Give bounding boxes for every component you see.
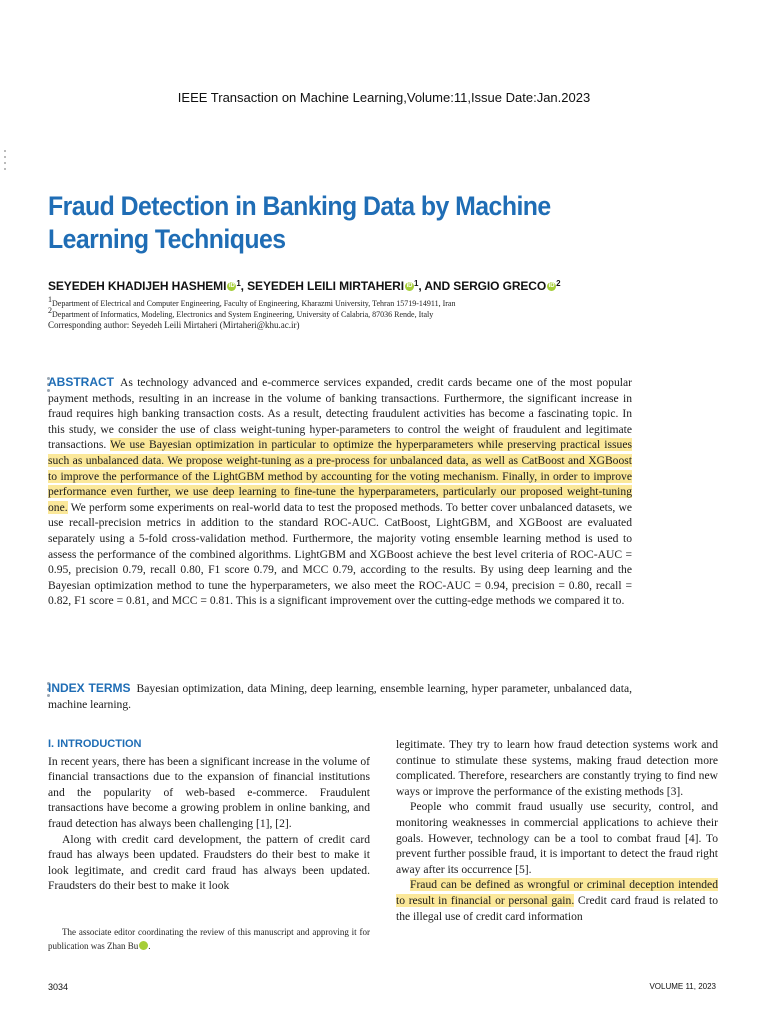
abstract-text-cont: We perform some experiments on real-world data to test the proposed methods. To better cover unbalanced datasets, we use recall-precision metrics in addition to the standard ROC-AUC. CatBoost, LightGBM, and XGBoost are evaluated separately using a 5-fold cross-validation method. Furthermore, the majority voting ensemble learning method is used to assess the performance of the combined algorithms. LightGBM and XGBoost achieve the best level criteria of ROC-AUC = 0.95, precision 0.79, recall 0.80, F1 score 0.79, and MCC 0.79, according to the results. By using deep learning and the Bayesian optimization method to tune the hyperparameters, we also meet the ROC-AUC = 0.94, precision = 0.80, recall = 0.82, F1 score = 0.81, and MCC = 0.81. This is a significant improvement over the cutting-edge methods we compared it to. — [48, 500, 632, 608]
index-terms-label: INDEX TERMS — [48, 681, 131, 695]
author-name: SEYEDEH LEILI MIRTAHERI — [247, 279, 404, 293]
affiliation-1: 1Department of Electrical and Computer Engineering, Faculty of Engineering, Kharazmi University, Tehran 15719-14911, Iran — [48, 295, 456, 308]
highlighted-text: Fraud can be defined as wrongful or criminal deception intended to result in financial or personal gain. — [396, 878, 718, 907]
orcid-icon[interactable]: iD — [228, 283, 235, 289]
paragraph: People who commit fraud usually use security, control, and monitoring weaknesses in commercial applications to achieve their goals. However, technology can be a tool to combat fraud [4]. To prevent further possible fraud, it is important to detect the fraud right away after its occurrence [5]. — [396, 800, 718, 876]
author-list: SEYEDEH KHADIJEH HASHEMI iD $^1$, SEYEDEH LEILI MIRTAHERI iD $^1$, AND SERGIO GRECO iD $^2$ — [48, 279, 561, 293]
paper-title — [48, 190, 618, 256]
orcid-icon[interactable]: iD — [548, 283, 555, 289]
author-affil-sup: 2 — [556, 279, 561, 288]
author-affil-sup: 1 — [236, 279, 241, 288]
volume-footer: VOLUME 11, 2023 — [649, 982, 716, 991]
index-terms — [48, 681, 632, 712]
author-name: AND SERGIO GRECO — [424, 279, 547, 293]
paragraph: Fraud can be defined as wrongful or criminal deception intended to result in financial or personal gain. Credit card fraud is related to the illegal use of credit card information — [396, 878, 718, 923]
title-line-2: Learning Techniques — [48, 224, 286, 254]
abstract — [48, 375, 632, 609]
paragraph: In recent years, there has been a significant increase in the volume of financial transactions due to the expansion of financial institutions and the popularity of web-based e-commerce. Fraudulent transactions have become a growing problem in online banking, and fraud detection has always been challenging [1], [2]. — [48, 754, 370, 830]
orcid-icon[interactable]: iD — [406, 283, 413, 289]
title-line-1: Fraud Detection in Banking Data by Machine — [48, 191, 551, 221]
right-column — [396, 737, 718, 924]
affiliation-2: 2Department of Informatics, Modeling, Electronics and System Engineering, University of Calabria, 87036 Rende, Italy — [48, 306, 434, 319]
editor-footnote: The associate editor coordinating the review of this manuscript and approving it for publication was Zhan Bu iD. — [48, 927, 370, 951]
author-affil-sup: 1 — [413, 279, 419, 288]
margin-marks — [4, 150, 6, 174]
page-number: 3034 — [48, 982, 69, 992]
author-name: SEYEDEH KHADIJEH HASHEMI — [48, 279, 227, 293]
abstract-highlight: We use Bayesian optimization in particular to optimize the hyperparameters while preserving practical issues such as unbalanced data. We propose weight-tuning as a pre-process for unbalanced data, as well as CatBoost and XGBoost to improve the performance of the LightGBM method by accounting for the voting mechanism. Finally, in order to improve performance even further, we use deep learning to fine-tune the hyperparameters, particularly our proposed weight-tuning one. — [48, 438, 632, 514]
section-heading: I. INTRODUCTION — [48, 738, 142, 750]
abstract-label: ABSTRACT — [48, 375, 114, 389]
orcid-icon[interactable]: iD — [139, 941, 148, 950]
abstract-text: As technology advanced and e-commerce services expanded, credit cards became one of the most popular payment methods, resulting in an increase in the volume of banking transactions. Furthermore, the significant increase in fraud requires high banking transaction costs. As a result, detecting fraudulent activities has become a fascinating topic. In this study, we consider the use of class weight-tuning hyper-parameters to control the weight of fraudulent and legitimate transactions. — [48, 376, 632, 452]
paragraph: legitimate. They try to learn how fraud detection systems work and continue to stimulate these systems, making fraud detection more complicated. Therefore, researchers are constantly trying to find new ways or improve the performance of the existing methods [3]. — [396, 738, 718, 798]
left-column — [48, 737, 370, 894]
journal-header: IEEE Transaction on Machine Learning,Volume:11,Issue Date:Jan.2023 — [177, 90, 591, 105]
index-terms-text: Bayesian optimization, data Mining, deep learning, ensemble learning, hyper parameter, unbalanced data, machine learning. — [48, 682, 632, 711]
paragraph: Along with credit card development, the pattern of credit card fraud has always been updated. Fraudsters do their best to make it look legitimate, and credit card fraud has always been updated. Fraudsters do their best to make it look — [48, 832, 370, 893]
corresponding-author: Corresponding author: Seyedeh Leili Mirtaheri (Mirtaheri@khu.ac.ir) — [48, 320, 300, 330]
